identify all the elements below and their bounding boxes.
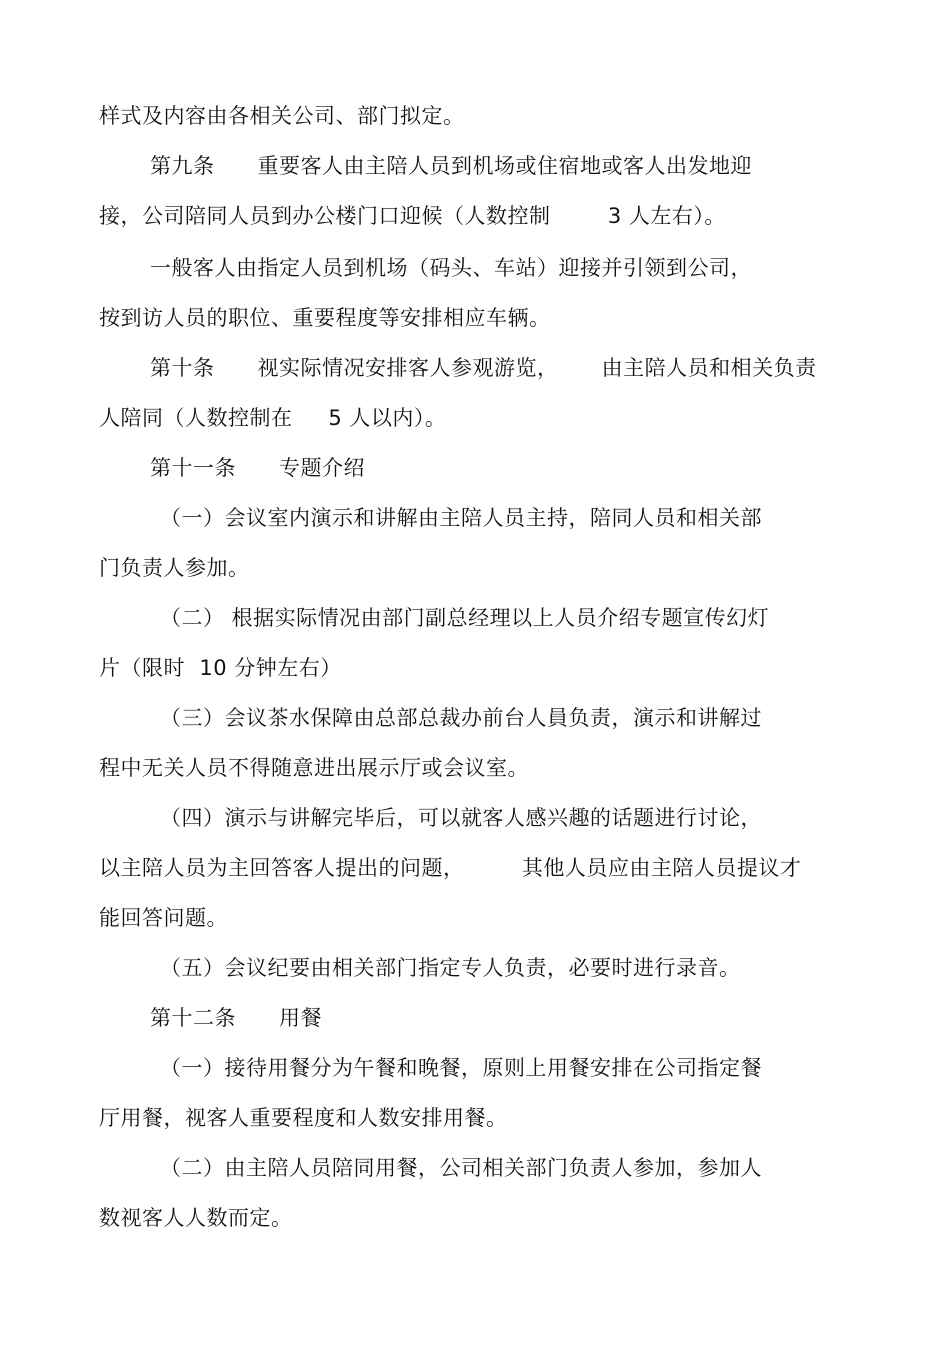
- text-line: 片（限时 10 分钟左右）: [99, 656, 342, 680]
- text-line: 厅用餐，视客人重要程度和人数安排用餐。: [99, 1106, 508, 1130]
- text-line: 样式及内容由各相关公司、部门拟定。: [99, 104, 465, 128]
- text-line: 第十条 视实际情况安排客人参观游览， 由主陪人员和相关负责: [150, 356, 817, 380]
- text-line: （二） 根据实际情况由部门副总经理以上人员介绍专题宣传幻灯: [160, 606, 770, 630]
- text-line: （五）会议纪要由相关部门指定专人负责，必要时进行录音。: [160, 956, 741, 980]
- section-heading: 第十二条 用餐: [150, 1006, 323, 1030]
- text-line: 以主陪人员为主回答客人提出的问题， 其他人员应由主陪人员提议才: [99, 856, 802, 880]
- section-heading: 第十一条 专题介绍: [150, 456, 366, 480]
- text-line: 数视客人人数而定。: [99, 1206, 293, 1230]
- text-line: （三）会议茶水保障由总部总裁办前台人員负责，演示和讲解过: [160, 706, 762, 730]
- text-line: 接，公司陪同人员到办公楼门口迎候（人数控制 3 人左右）。: [99, 204, 726, 228]
- text-line: 第九条 重要客人由主陪人员到机场或住宿地或客人出发地迎: [150, 154, 753, 178]
- text-line: 一般客人由指定人员到机场（码头、车站）迎接并引领到公司，: [150, 256, 752, 280]
- text-line: 人陪同（人数控制在 5 人以内）。: [99, 406, 447, 430]
- text-line: （一）接待用餐分为午餐和晚餐，原则上用餐安排在公司指定餐: [160, 1056, 762, 1080]
- text-line: 程中无关人员不得随意进出展示厅或会议室。: [99, 756, 529, 780]
- text-line: （二）由主陪人员陪同用餐，公司相关部门负责人参加，参加人: [160, 1156, 762, 1180]
- text-line: 能回答问题。: [99, 906, 228, 930]
- text-line: （四）演示与讲解完毕后，可以就客人感兴趣的话题进行讨论，: [160, 806, 762, 830]
- text-line: 按到访人员的职位、重要程度等安排相应车辆。: [99, 306, 551, 330]
- text-line: （一）会议室内演示和讲解由主陪人员主持，陪同人员和相关部: [160, 506, 762, 530]
- text-line: 门负责人参加。: [99, 556, 250, 580]
